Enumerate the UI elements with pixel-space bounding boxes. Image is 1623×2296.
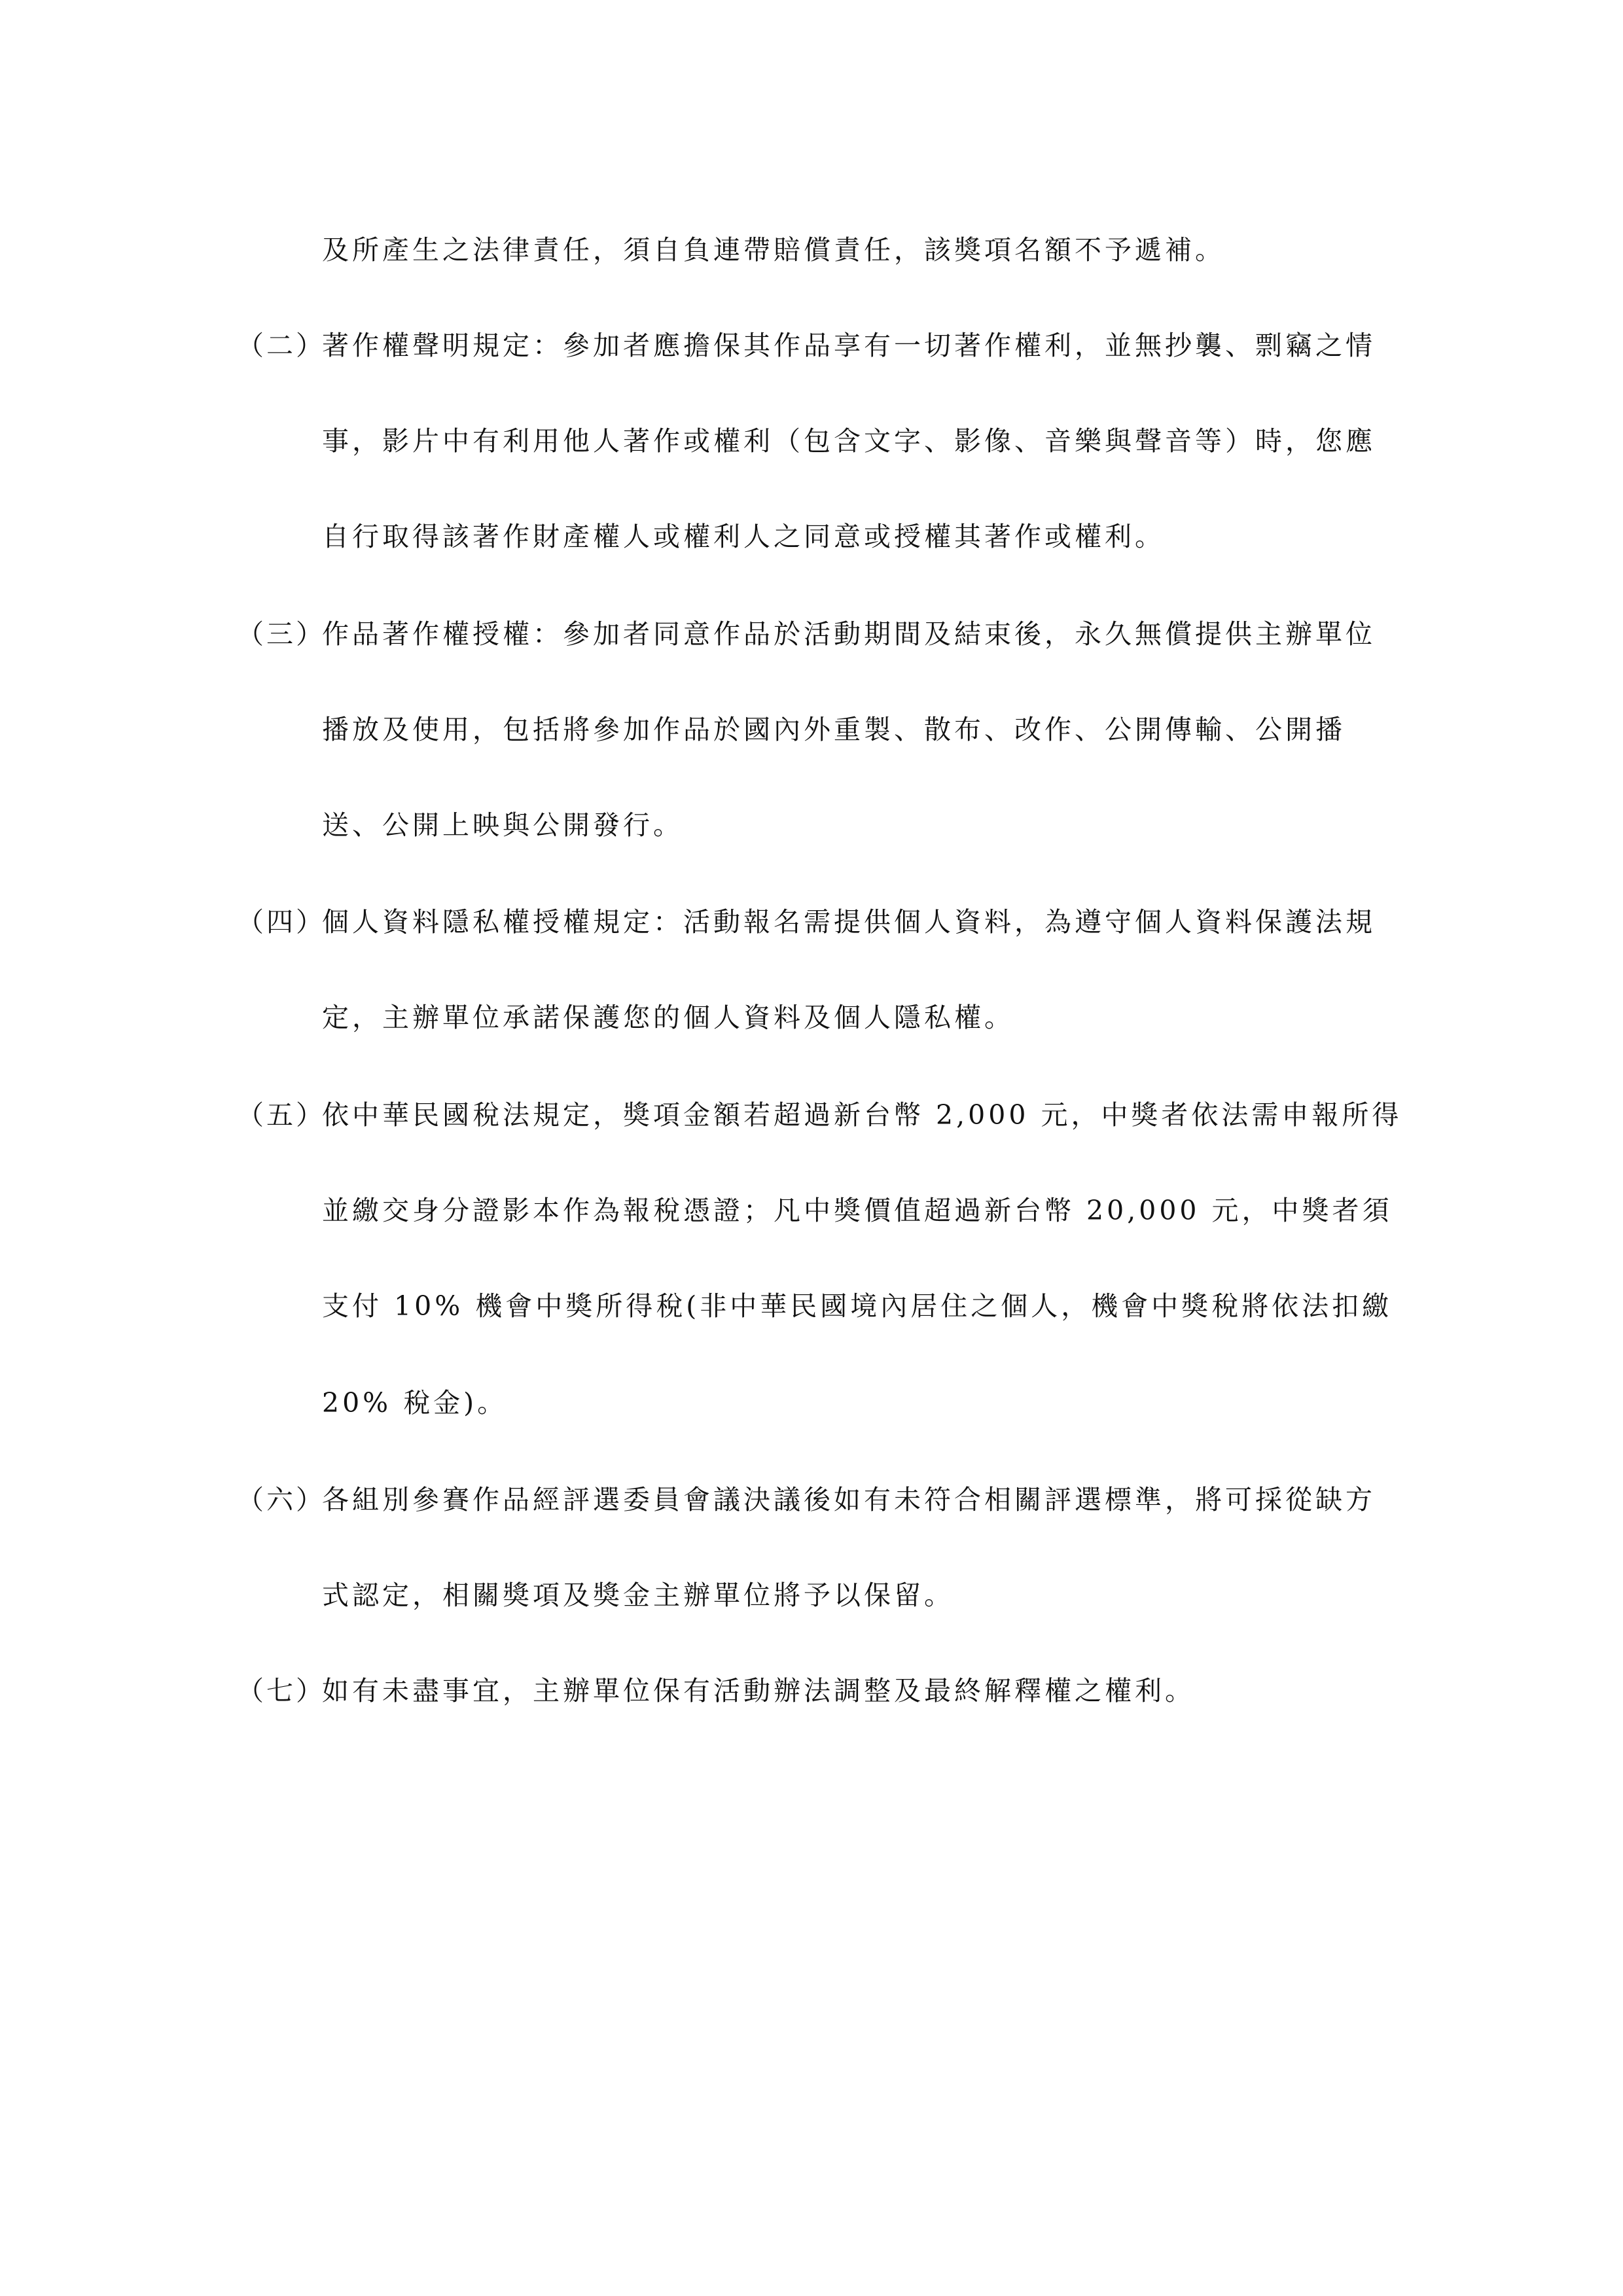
item-4-line-1: 個人資料隱私權授權規定：活動報名需提供個人資料，為遵守個人資料保護法規 [322, 906, 1376, 938]
item-3-line-1: 作品著作權授權：參加者同意作品於活動期間及結束後，永久無償提供主辦單位 [322, 618, 1376, 650]
item-5-line-3: 支付 10% 機會中獎所得稅(非中華民國境內居住之個人，機會中獎稅將依法扣繳 [322, 1290, 1393, 1322]
item-5-marker: （五） [237, 1099, 325, 1131]
item-2-marker: （二） [237, 330, 325, 361]
item-2-line-3: 自行取得該著作財產權人或權利人之同意或授權其著作或權利。 [322, 521, 1165, 552]
continuation-line: 及所產生之法律責任，須自負連帶賠償責任，該獎項名額不予遞補。 [322, 234, 1225, 266]
item-3-line-3: 送、公開上映與公開發行。 [322, 809, 683, 841]
item-5-line-1: 依中華民國稅法規定，獎項金額若超過新台幣 2,000 元，中獎者依法需申報所得 [322, 1099, 1402, 1131]
item-4-marker: （四） [237, 906, 325, 938]
item-2-line-1: 著作權聲明規定：參加者應擔保其作品享有一切著作權利，並無抄襲、剽竊之情 [322, 330, 1376, 361]
item-3-marker: （三） [237, 618, 325, 650]
item-5-line-4: 20% 稅金)。 [322, 1387, 508, 1419]
item-6-line-1: 各組別參賽作品經評選委員會議決議後如有未符合相關評選標準，將可採從缺方 [322, 1484, 1376, 1515]
item-7-marker: （七） [237, 1675, 325, 1706]
item-2-line-2: 事，影片中有利用他人著作或權利（包含文字、影像、音樂與聲音等）時，您應 [322, 425, 1376, 457]
item-5-line-2: 並繳交身分證影本作為報稅憑證；凡中獎價值超過新台幣 20,000 元，中獎者須 [322, 1195, 1393, 1226]
item-6-marker: （六） [237, 1484, 325, 1515]
item-6-line-2: 式認定，相關獎項及獎金主辦單位將予以保留。 [322, 1580, 954, 1611]
item-4-line-2: 定，主辦單位承諾保護您的個人資料及個人隱私權。 [322, 1002, 1014, 1033]
item-3-line-2: 播放及使用，包括將參加作品於國內外重製、散布、改作、公開傳輸、公開播 [322, 714, 1346, 745]
item-7-line-1: 如有未盡事宜，主辦單位保有活動辦法調整及最終解釋權之權利。 [322, 1675, 1195, 1706]
